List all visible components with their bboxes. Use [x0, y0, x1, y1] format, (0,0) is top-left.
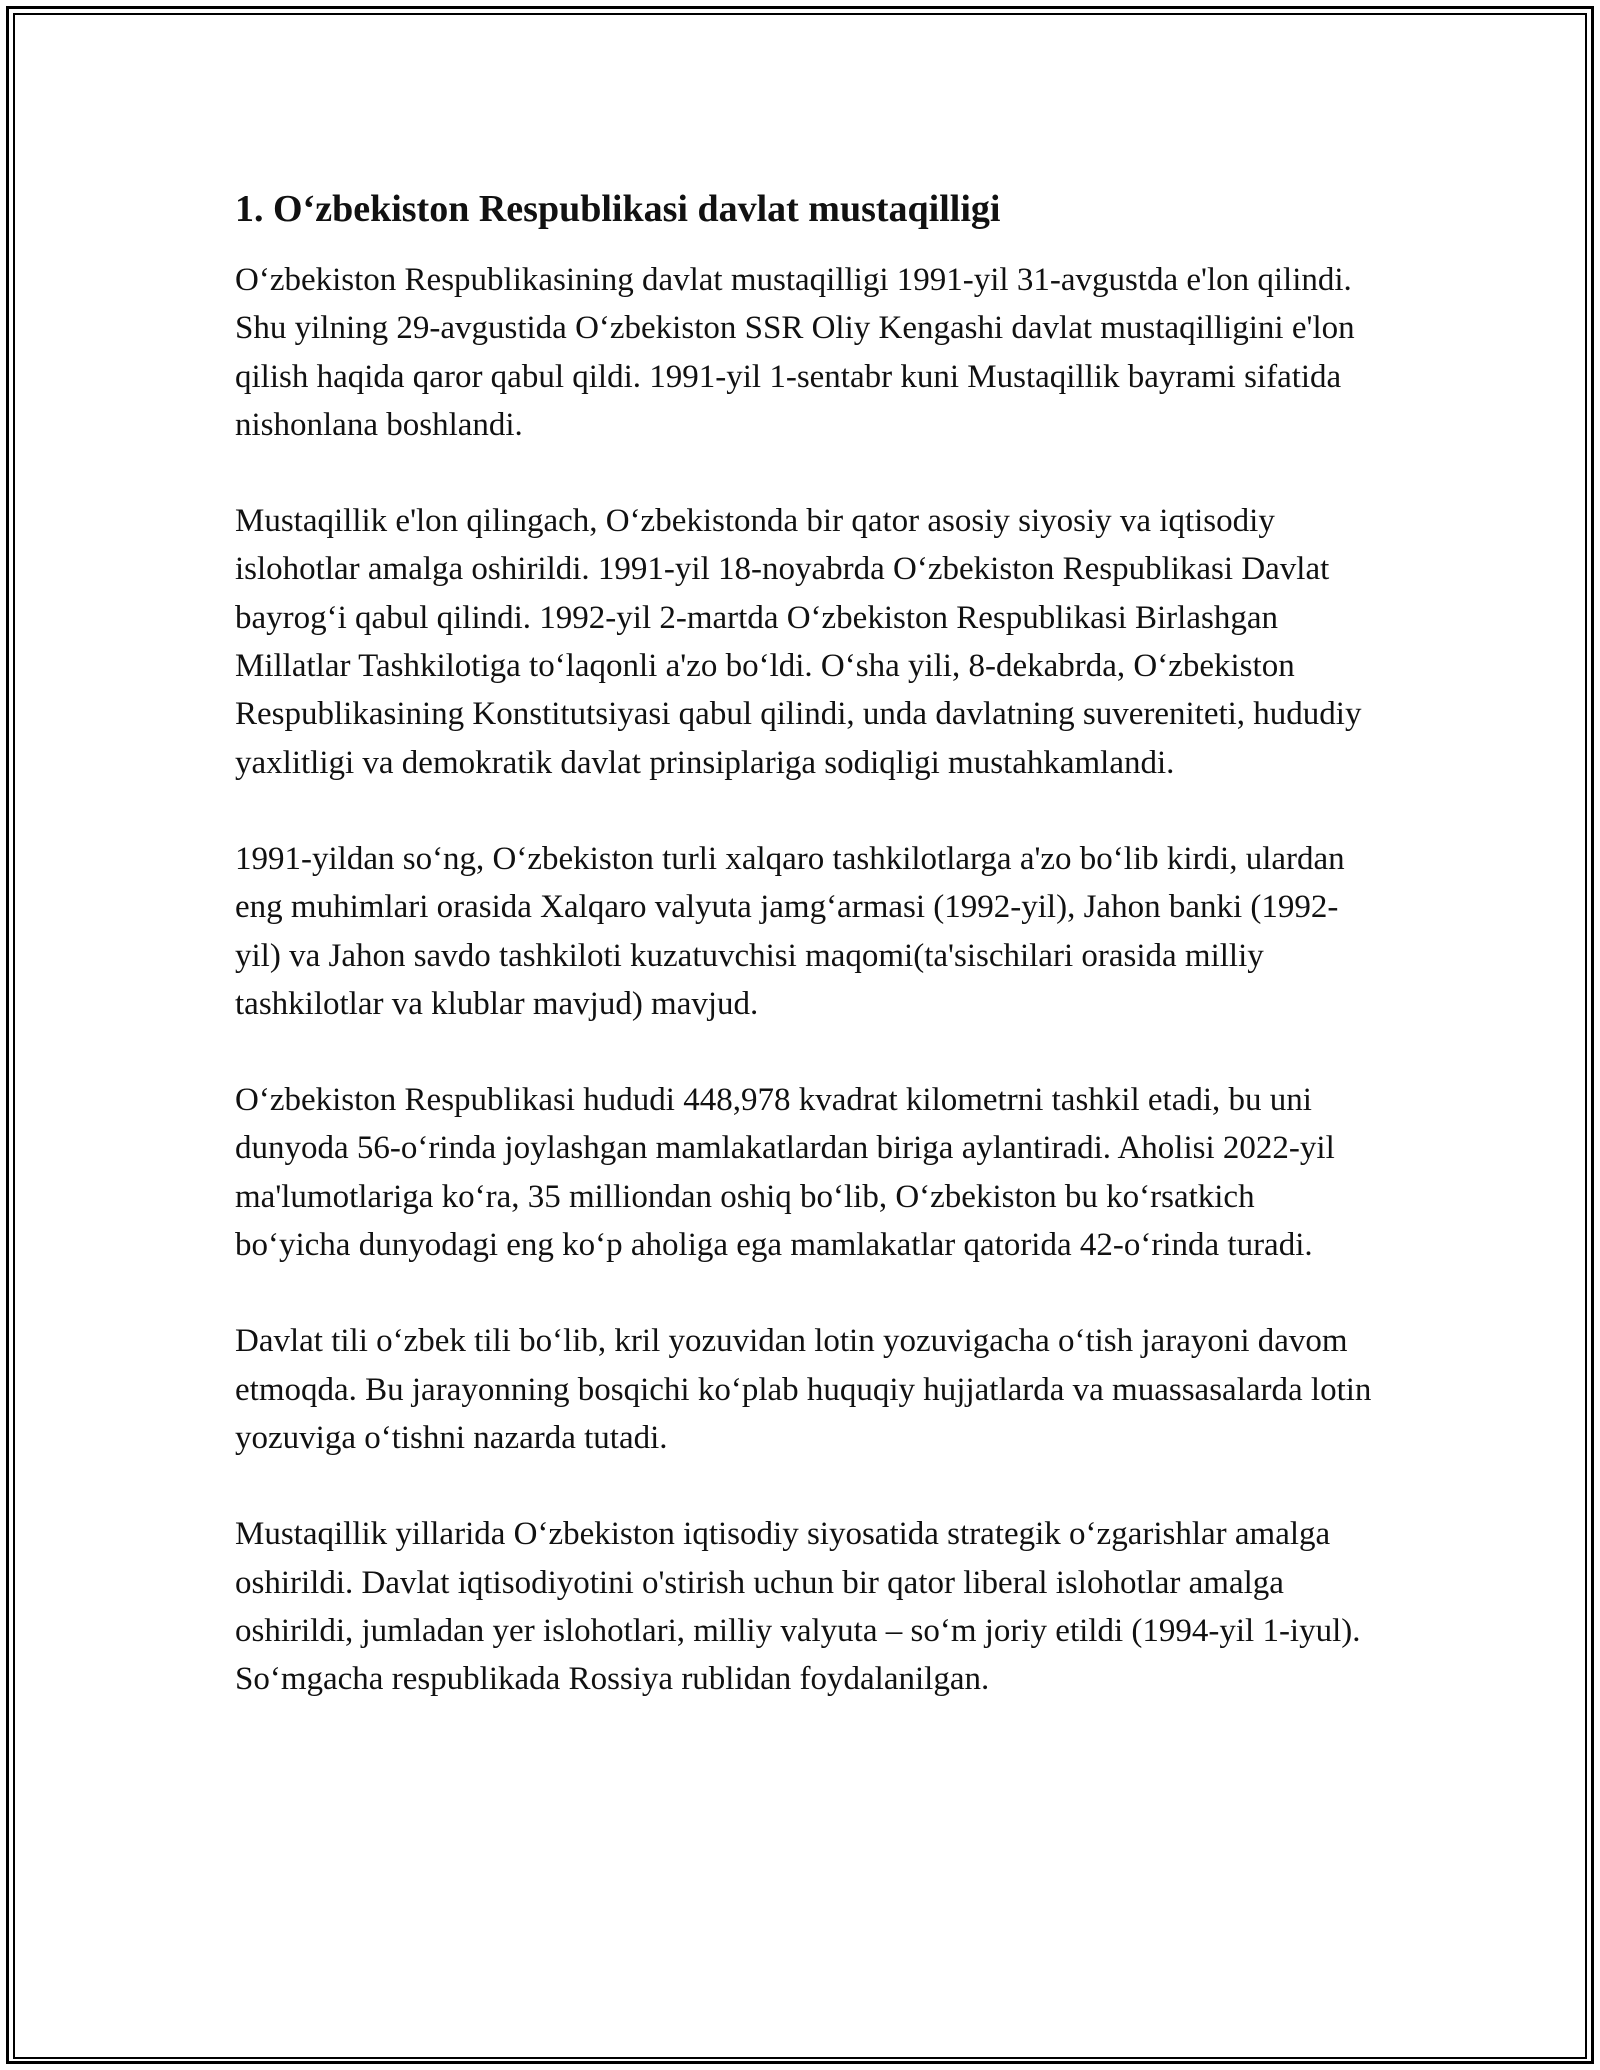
section-title: 1. O‘zbekiston Respublikasi davlat mustaqilligi [235, 188, 1001, 230]
paragraph-political-reforms: Mustaqillik e'lon qilingach, O‘zbekistonda bir qator asosiy siyosiy va iqtisodiy islohotlar amalga oshirildi. 1991-yil 18-noyabrda O‘zbekiston Respublikasi Davlat bayrog‘i qabul qilindi. 1992-yil 2-martda O‘zbekiston Respublikasi Birlashgan Millatlar Tashkilotiga to‘laqonli a'zo bo‘ldi. O‘sha yili, 8-dekabrda, O‘zbekiston Respublikasining Konstitutsiyasi qabul qilindi, unda davlatning suvereniteti, hududiy yaxlitligi va demokratik davlat prinsiplariga sodiqligi mustahkamlandi. [235, 503, 1362, 781]
paragraph-international-organizations: 1991-yildan so‘ng, O‘zbekiston turli xalqaro tashkilotlarga a'zo bo‘lib kirdi, ulardan eng muhimlari orasida Xalqaro valyuta jamg‘armasi (1992-yil), Jahon banki (1992-yil) va Jahon savdo tashkiloti kuzatuvchisi maqomi(ta'sischilari orasida milliy tashkilotlar va klublar mavjud) mavjud. [235, 840, 1345, 1022]
paragraph-territory-population: O‘zbekiston Respublikasi hududi 448,978 kvadrat kilometrni tashkil etadi, bu uni dunyoda 56-o‘rinda joylashgan mamlakatlardan biriga aylantiradi. Aholisi 2022-yil ma'lumotlariga ko‘ra, 35 milliondan oshiq bo‘lib, O‘zbekiston bu ko‘rsatkich bo‘yicha dunyodagi eng ko‘p aholiga ega mamlakatlar qatorida 42-o‘rinda turadi. [235, 1082, 1335, 1264]
paragraph-economic-policy: Mustaqillik yillarida O‘zbekiston iqtisodiy siyosatida strategik o‘zgarishlar amalga oshirildi. Davlat iqtisodiyotini o'stirish uchun bir qator liberal islohotlar amalga oshirildi, jumladan yer islohotlari, milliy valyuta – so‘m joriy etildi (1994-yil 1-iyul). So‘mgacha respublikada Rossiya rublidan foydalanilgan. [235, 1516, 1361, 1698]
document-body [235, 185, 1375, 1751]
paragraph-independence-declaration: O‘zbekiston Respublikasining davlat mustaqilligi 1991-yil 31-avgustda e'lon qilindi. Shu yilning 29-avgustida O‘zbekiston SSR Oliy Kengashi davlat mustaqilligini e'lon qilish haqida qaror qabul qildi. 1991-yil 1-sentabr kuni Mustaqillik bayrami sifatida nishonlana boshlandi. [235, 262, 1355, 443]
paragraph-state-language: Davlat tili o‘zbek tili bo‘lib, kril yozuvidan lotin yozuvigacha o‘tish jarayoni davom etmoqda. Bu jarayonning bosqichi ko‘plab huquqiy hujjatlarda va muassasalarda lotin yozuviga o‘tishni nazarda tutadi. [235, 1323, 1372, 1456]
